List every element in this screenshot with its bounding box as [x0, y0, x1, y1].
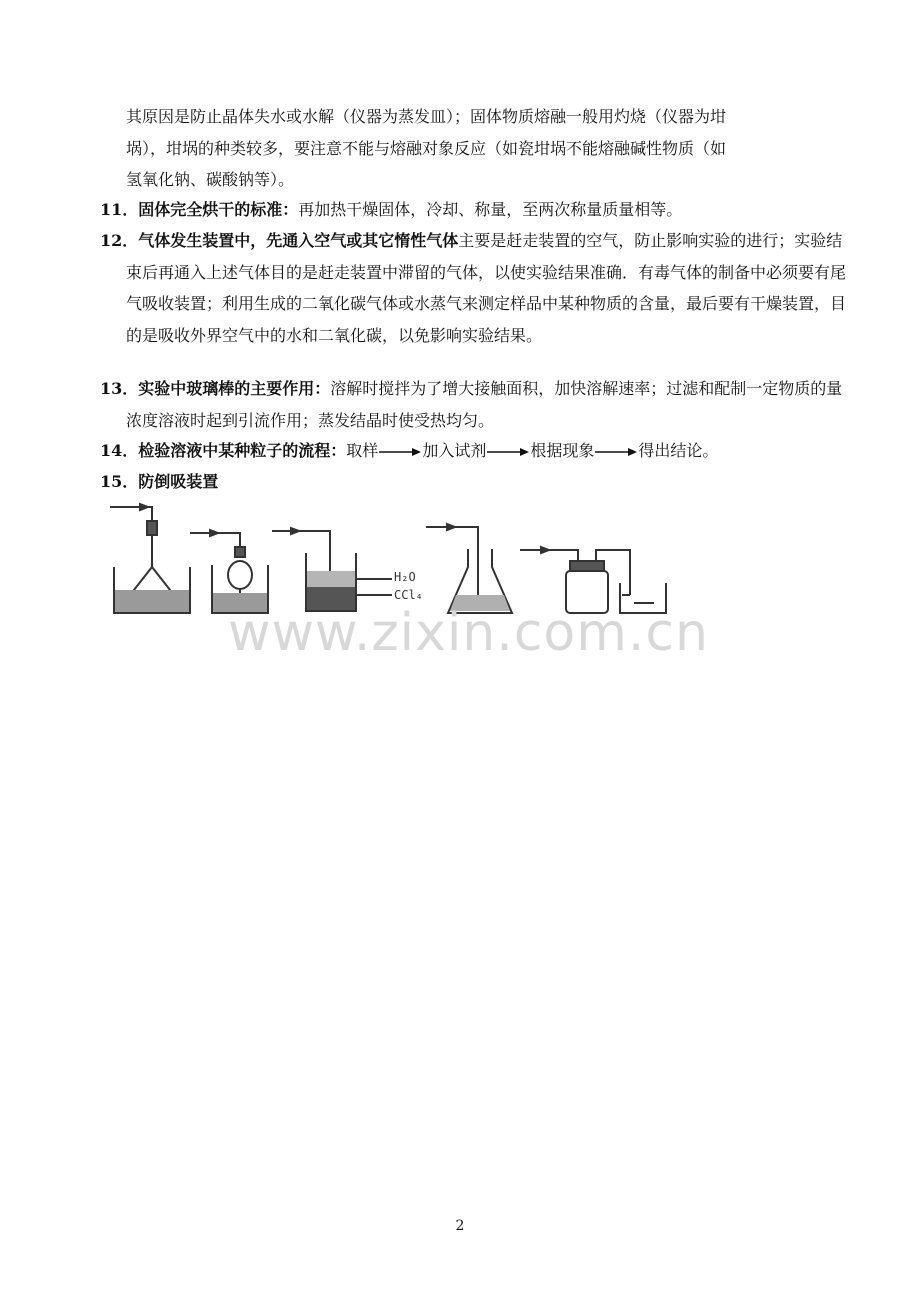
- flow-arrow-icon: [486, 446, 530, 458]
- item-number: 11．: [100, 200, 139, 219]
- item-heading: 气体发生装置中，先通入空气或其它惰性气体: [138, 231, 459, 250]
- intro-line-3: 氢氧化钠、碳酸钠等）。: [126, 170, 295, 189]
- ccl4-layer-apparatus: [272, 528, 392, 611]
- item-number: 13．: [100, 379, 139, 398]
- item-13: [100, 373, 856, 436]
- intro-line-2: 埚），坩埚的种类较多，要注意不能与熔融对象反应（如瓷坩埚不能熔融碱性物质（如: [126, 138, 727, 158]
- drying-bulb-apparatus: [190, 530, 268, 613]
- flow-step: 加入试剂: [422, 441, 487, 460]
- conical-flask-apparatus: [426, 524, 512, 613]
- item-text: 溶解时搅拌为了增大接触面积，加快溶解速率；过滤和配制一定物质的量浓度溶液时起到引流作用；蒸发结晶时使受热均匀。: [126, 379, 843, 430]
- item-heading: 检验溶液中某种粒子的流程：: [138, 441, 347, 460]
- item-number: 12．: [100, 231, 139, 250]
- item-text: 主要是赶走装置的空气，防止影响实验的进行；实验结束后再通入上述气体目的是赶走装置中滞留的气体，以使实验结果准确．有毒气体的制备中必须要有尾气吸收装置；利用生成的二氧化碳气体或水蒸气来测定样品中某种物质的含量，最后要有干燥装置，目的是吸收外界空气中的水和二氧化碳，以免影响实验结果。: [126, 231, 847, 345]
- item-heading: 实验中玻璃棒的主要作用：: [138, 379, 331, 398]
- intro-paragraph: [126, 101, 830, 196]
- page-number: 2: [455, 1218, 465, 1234]
- flow-step: 根据现象: [530, 441, 595, 460]
- ccl4-label: CCl₄: [394, 588, 423, 602]
- item-14: [100, 435, 856, 467]
- item-heading: 固体完全烘干的标准：: [138, 200, 299, 219]
- item-text: 再加热干燥固体，冷却、称量，至两次称量质量相等。: [298, 200, 683, 219]
- item-12: [100, 225, 856, 351]
- flow-step: 取样: [346, 441, 379, 460]
- item-11: [100, 194, 856, 226]
- item-number: 14．: [100, 441, 139, 460]
- item-15: [100, 466, 856, 498]
- flow-arrow-icon: [594, 446, 638, 458]
- intro-line-1: 其原因是防止晶体失水或水解（仪器为蒸发皿）；固体物质熔融一般用灼烧（仪器为坩: [126, 107, 727, 126]
- flow-step: 得出结论。: [638, 441, 719, 460]
- inverted-funnel-apparatus: [110, 504, 190, 613]
- anti-suckback-apparatus-figure: [100, 495, 700, 620]
- watermark: www.zixin.com.cn: [228, 603, 709, 663]
- item-heading: 防倒吸装置: [138, 472, 219, 491]
- h2o-label: H₂O: [394, 570, 416, 584]
- item-number: 15．: [100, 472, 139, 491]
- flow-arrow-icon: [378, 446, 422, 458]
